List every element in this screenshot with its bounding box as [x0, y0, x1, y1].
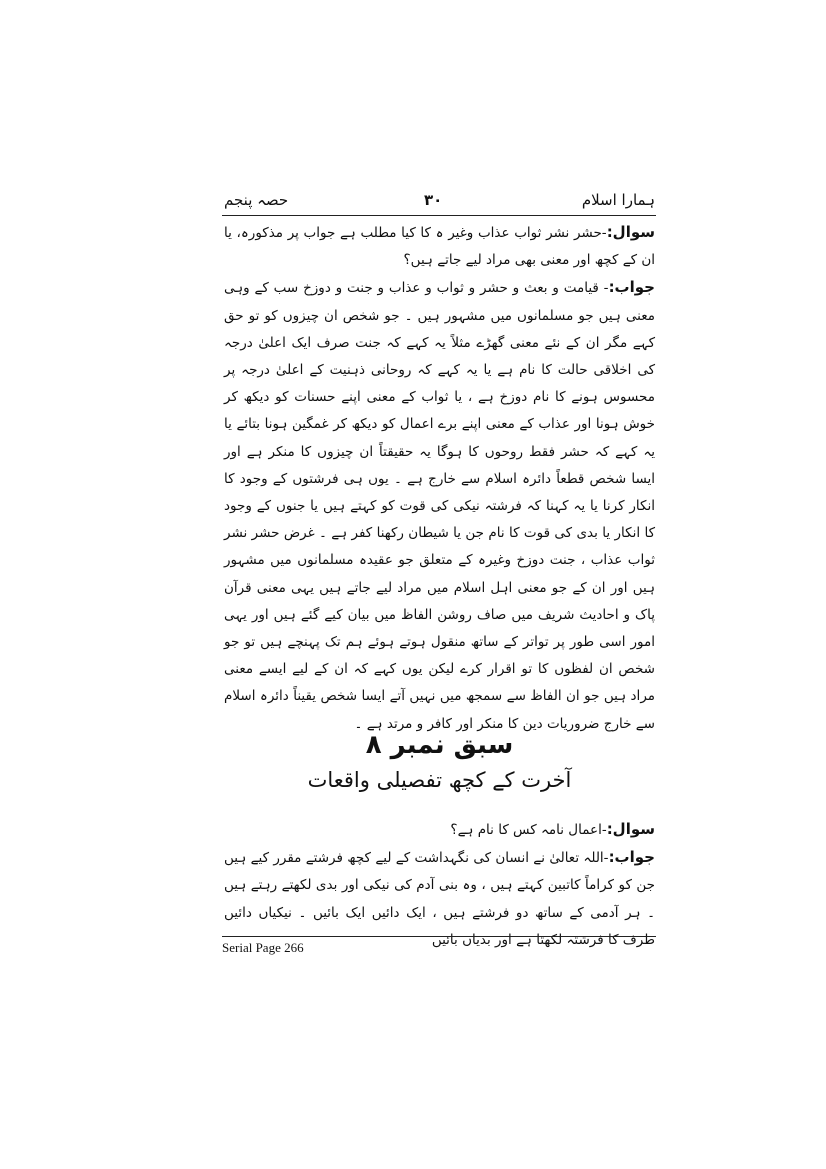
serial-page-label: Serial Page 266 — [222, 940, 304, 955]
answer-paragraph — [224, 844, 655, 954]
answer-label: جواب: — [608, 278, 655, 297]
section-one — [224, 219, 655, 738]
section-two — [224, 816, 655, 954]
lesson-title: سبق نمبر ۸ — [365, 730, 514, 760]
answer-text: -اللہ تعالیٰ نے انسان کی نگہداشت کے لیے کچھ فرشتے مقرر کیے ہیں جن کو کراماً کاتبین کہتے ہیں ، وہ بنی آدم کی نیکی اور بدی لکھتے رہتے ہیں ۔ ہر آدمی کے ساتھ دو فرشتے ہیں ، ایک دائیں ایک بائیں ۔ نیکیاں دائیں طرف کا فرشتہ لکھتا ہے اور بدیاں بائیں — [224, 850, 655, 948]
header-rule — [222, 215, 656, 216]
answer-text: - قیامت و بعث و حشر و ثواب و عذاب و جنت و دوزخ سب کے وہی معنی ہیں جو مسلمانوں میں مشہور ہیں ۔ جو شخص ان چیزوں کو تو حق کہے مگر ان کے نئے معنی گھڑے مثلاً یہ کہے کہ جنت صرف ایک اعلیٰ درجہ کی اخلاقی حالت کا نام ہے یا یہ کہے کہ روحانی ذہنیت کے اعلیٰ درجہ پر محسوس ہونے کا نام دوزخ ہے ، یا ثواب کے معنی اپنے حسنات کو دیکھ کر خوش ہونا اور عذاب کے معنی اپنے برے اعمال کو دیکھ کر غمگین ہونا بتائے یا یہ کہے کہ حشر فقط روحوں کا ہوگا یہ حقیقتاً ان چیزوں کا منکر ہے اور ایسا شخص قطعاً دائرہ اسلام سے خارج ہے ۔ یوں ہی فرشتوں کے وجود کا انکار کرنا یا یہ کہنا کہ فرشتہ نیکی کی قوت کو کہتے ہیں یا جنوں کے وجود کا انکار یا بدی کی قوت کا نام جن یا شیطان رکھنا کفر ہے ۔ غرض حشر نشر ثواب عذاب ، جنت دوزخ وغیرہ کے متعلق جو عقیدہ مسلمانوں میں مشہور ہیں اور ان کے جو معنی اہل اسلام میں مراد لیے جاتے ہیں یہی معنی قرآن پاک و احادیث شریف میں صاف روشن الفاظ میں بیان کیے گئے ہیں اور یہی امور اسی طور پر تواتر کے ساتھ منقول ہوتے ہوئے ہم تک پہنچے ہیں تو جو شخص ان لفظوں کا تو اقرار کرے لیکن یوں کہے کہ ان کے لیے ایسے معنی مراد ہیں جو ان الفاظ سے سمجھ میں نہیں آتے ایسا شخص یقیناً دائرہ اسلام سے خارج ضروریات دین کا منکر اور کافر و مرتد ہے ۔ — [224, 280, 655, 732]
answer-paragraph — [224, 274, 655, 737]
answer-label: جواب: — [608, 848, 655, 867]
volume-label: حصہ پنجم — [224, 191, 289, 209]
page-number: ۳۰ — [424, 191, 443, 209]
question-label: سوال: — [606, 223, 655, 241]
lesson-subtitle: آخرت کے کچھ تفصیلی واقعات — [307, 768, 572, 792]
footer-rule — [222, 936, 656, 937]
question-paragraph — [224, 219, 655, 274]
question-text: -اعمال نامہ کس کا نام ہے؟ — [450, 822, 607, 838]
question-paragraph — [224, 816, 655, 844]
book-title: ہمارا اسلام — [581, 191, 655, 209]
question-label: سوال: — [606, 820, 655, 838]
question-text: -حشر نشر ثواب عذاب وغیر ہ کا کیا مطلب ہے جواب پر مذکورہ، یا ان کے کچھ اور معنی بھی مراد لیے جاتے ہیں؟ — [224, 225, 655, 269]
page-header — [224, 191, 655, 213]
